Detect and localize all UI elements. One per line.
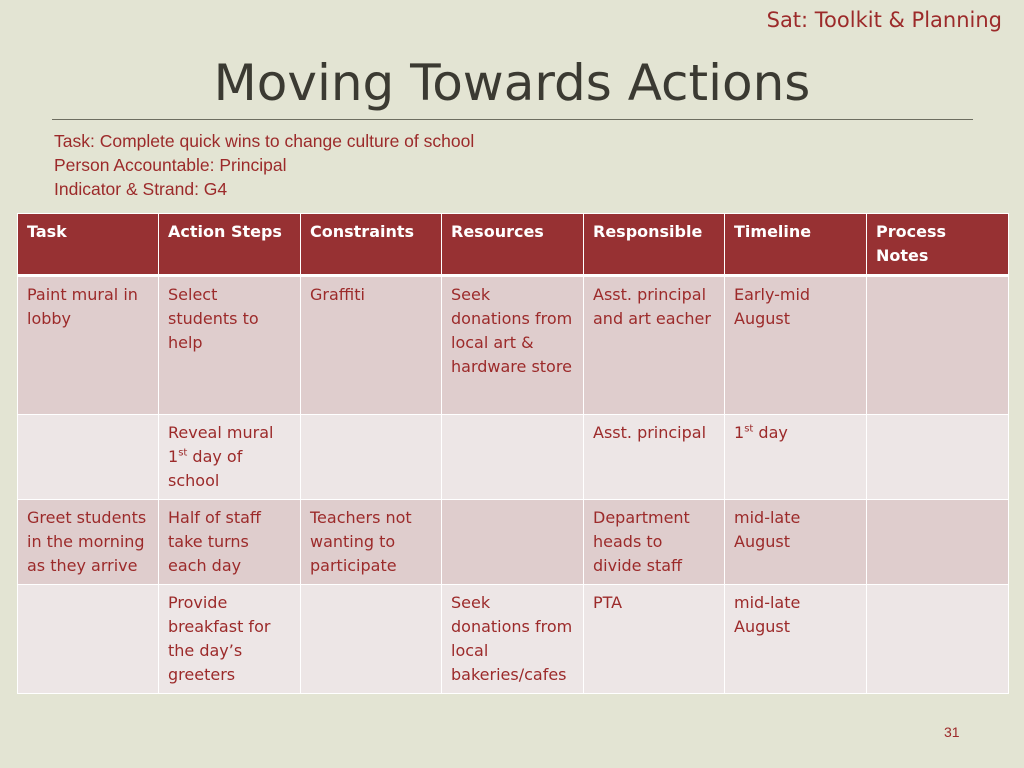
cell-action-steps: Half of staff take turns each day bbox=[159, 500, 301, 585]
cell-process-notes bbox=[867, 585, 1009, 694]
cell-task: Greet students in the morning as they arrive bbox=[18, 500, 159, 585]
cell-constraints bbox=[301, 415, 442, 500]
cell-text: Reveal mural 1 bbox=[168, 423, 274, 466]
cell-resources bbox=[442, 415, 584, 500]
cell-action-steps bbox=[159, 415, 301, 500]
intro-task: Task: Complete quick wins to change culture of school bbox=[54, 131, 475, 151]
cell-responsible: Department heads to divide staff bbox=[584, 500, 725, 585]
table-row bbox=[18, 276, 1009, 415]
table-row bbox=[18, 415, 1009, 500]
cell-task bbox=[18, 415, 159, 500]
cell-constraints: Graffiti bbox=[301, 276, 442, 415]
action-plan-table bbox=[17, 213, 1009, 694]
cell-process-notes bbox=[867, 276, 1009, 415]
title-divider bbox=[52, 119, 973, 120]
cell-responsible: Asst. principal and art eacher bbox=[584, 276, 725, 415]
intro-indicator-strand: Indicator & Strand: G4 bbox=[54, 179, 228, 199]
cell-resources: Seek donations from local art & hardware store bbox=[442, 276, 584, 415]
cell-responsible: PTA bbox=[584, 585, 725, 694]
cell-text: 1 bbox=[734, 423, 745, 442]
header-action-steps: Action Steps bbox=[159, 214, 301, 276]
cell-responsible: Asst. principal bbox=[584, 415, 725, 500]
cell-constraints: Teachers not wanting to participate bbox=[301, 500, 442, 585]
cell-process-notes bbox=[867, 500, 1009, 585]
cell-constraints bbox=[301, 585, 442, 694]
slide-title: Moving Towards Actions bbox=[213, 54, 811, 112]
cell-resources: Seek donations from local bakeries/cafes bbox=[442, 585, 584, 694]
cell-timeline: Early-mid August bbox=[725, 276, 867, 415]
ordinal-suffix: st bbox=[744, 423, 754, 435]
header-constraints: Constraints bbox=[301, 214, 442, 276]
cell-action-steps: Select students to help bbox=[159, 276, 301, 415]
cell-action-steps: Provide breakfast for the day’s greeters bbox=[159, 585, 301, 694]
header-process-notes: Process Notes bbox=[867, 214, 1009, 276]
cell-resources bbox=[442, 500, 584, 585]
cell-process-notes bbox=[867, 415, 1009, 500]
cell-text: day of school bbox=[168, 447, 243, 490]
header-resources: Resources bbox=[442, 214, 584, 276]
cell-text: day bbox=[753, 423, 788, 442]
intro-person-accountable: Person Accountable: Principal bbox=[54, 155, 287, 175]
cell-timeline bbox=[725, 415, 867, 500]
table-header-row bbox=[18, 214, 1009, 276]
cell-timeline: mid-late August bbox=[725, 585, 867, 694]
cell-timeline: mid-late August bbox=[725, 500, 867, 585]
header-task: Task bbox=[18, 214, 159, 276]
header-responsible: Responsible bbox=[584, 214, 725, 276]
cell-task: Paint mural in lobby bbox=[18, 276, 159, 415]
cell-task bbox=[18, 585, 159, 694]
table-row bbox=[18, 585, 1009, 694]
table-row bbox=[18, 500, 1009, 585]
page-number: 31 bbox=[944, 724, 960, 740]
slide-section-label: Sat: Toolkit & Planning bbox=[766, 8, 1002, 32]
ordinal-suffix: st bbox=[178, 447, 188, 459]
header-timeline: Timeline bbox=[725, 214, 867, 276]
intro-block bbox=[54, 129, 474, 201]
